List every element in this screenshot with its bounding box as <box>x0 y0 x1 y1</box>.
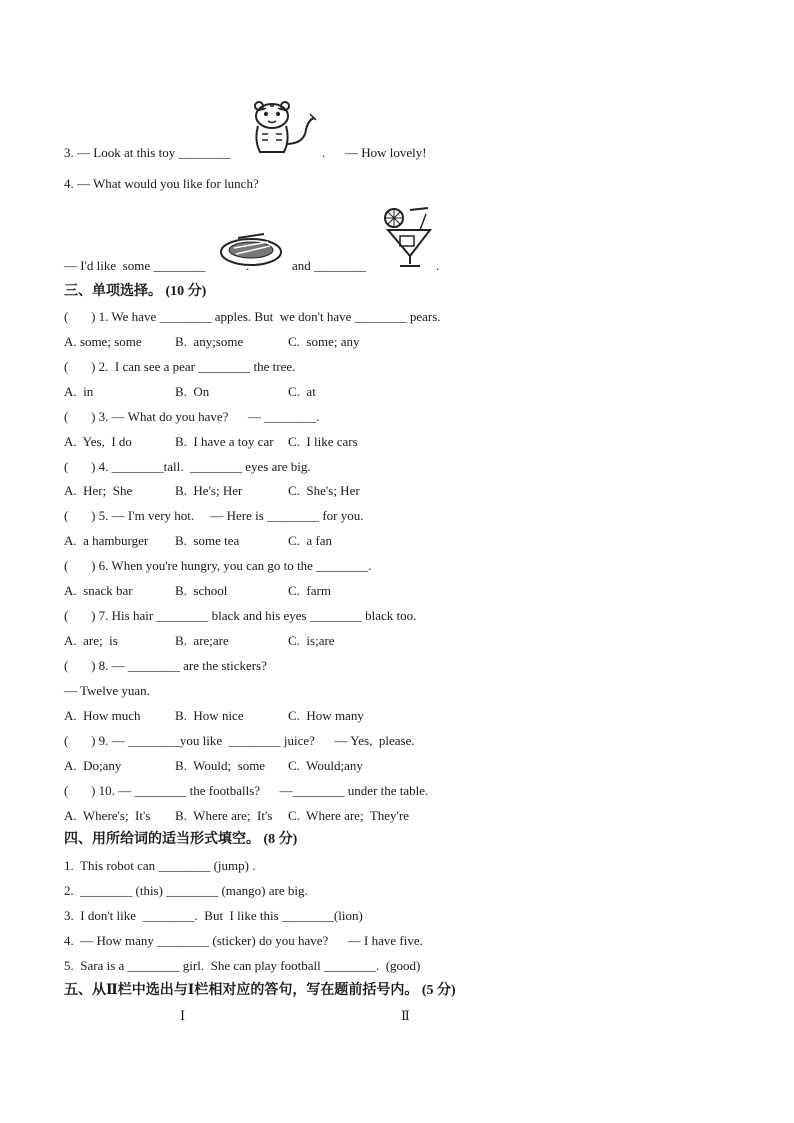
column-2-header: Ⅱ <box>401 1008 410 1023</box>
mc-option-8c: C. How many <box>288 708 364 723</box>
mc-question-6: ( ) 6. When you're hungry, you can go to the ________. <box>64 558 372 573</box>
mc-question-10: ( ) 10. — ________ the footballs? —________ under the table. <box>64 783 429 798</box>
mc-option-7b: B. are;are <box>175 633 229 648</box>
mc-option-2c: C. at <box>288 384 316 399</box>
mc-question-1: ( ) 1. We have ________ apples. But we don't have ________ pears. <box>64 309 441 324</box>
question-4-answer-start: — I'd like some ________ <box>64 258 206 273</box>
mc-option-4c: C. She's; Her <box>288 483 360 498</box>
mc-option-6b: B. school <box>175 583 228 598</box>
mc-question-7: ( ) 7. His hair ________ black and his eyes ________ black too. <box>64 608 417 623</box>
mc-option-8b: B. How nice <box>175 708 244 723</box>
mc-option-7a: A. are; is <box>64 633 118 648</box>
mc-option-1b: B. any;some <box>175 334 244 349</box>
mc-question-8: ( ) 8. — ________ are the stickers? <box>64 658 267 673</box>
mc-option-6c: C. farm <box>288 583 331 598</box>
mc-question-9: ( ) 9. — ________you like ________ juice? — Yes, please. <box>64 733 415 748</box>
section-4-heading: 四、用所给词的适当形式填空。 (8 分) <box>64 832 298 847</box>
mc-option-2b: B. On <box>175 384 210 399</box>
mc-option-5a: A. a hamburger <box>64 533 149 548</box>
mc-question-2: ( ) 2. I can see a pear ________ the tree. <box>64 359 296 374</box>
food-plate-image <box>218 230 284 270</box>
juice-glass-image <box>380 206 440 270</box>
mc-option-9c: C. Would;any <box>288 758 363 773</box>
mc-question-3: ( ) 3. — What do you have? — ________. <box>64 409 320 424</box>
mc-option-5c: C. a fan <box>288 533 333 548</box>
mc-question-8-reply: — Twelve yuan. <box>64 683 150 698</box>
mc-option-9a: A. Do;any <box>64 758 122 773</box>
mc-option-3b: B. I have a toy car <box>175 434 274 449</box>
question-3-dot: . <box>322 145 326 160</box>
question-3: 3. — Look at this toy ________ <box>64 145 231 160</box>
fill-item-3: 3. I don't like ________. But I like this ________(lion) <box>64 908 363 923</box>
fill-item-5: 5. Sara is a ________ girl. She can play football ________. (good) <box>64 958 421 973</box>
question-4-dot-a: . <box>246 258 250 273</box>
mc-option-7c: C. is;are <box>288 633 335 648</box>
section-5-heading: 五、从Ⅱ栏中选出与Ⅰ栏相对应的答句，写在题前括号内。 (5 分) <box>64 983 456 998</box>
mc-option-10b: B. Where are; It's <box>175 808 273 823</box>
question-4-dot-b: . <box>436 258 440 273</box>
mc-option-3a: A. Yes, I do <box>64 434 132 449</box>
mc-option-8a: A. How much <box>64 708 141 723</box>
column-1-header: Ⅰ <box>180 1008 186 1023</box>
question-4-and: and ________ <box>292 258 367 273</box>
fill-item-4: 4. — How many ________ (sticker) do you have? — I have five. <box>64 933 423 948</box>
mc-question-5: ( ) 5. — I'm very hot. — Here is ________ for you. <box>64 508 364 523</box>
mc-option-5b: B. some tea <box>175 533 240 548</box>
mc-option-4a: A. Her; She <box>64 483 133 498</box>
mc-option-1a: A. some; some <box>64 334 142 349</box>
toy-tiger-image <box>244 100 324 160</box>
mc-option-3c: C. I like cars <box>288 434 358 449</box>
mc-option-1c: C. some; any <box>288 334 360 349</box>
mc-option-4b: B. He's; Her <box>175 483 243 498</box>
section-3-heading: 三、单项选择。 (10 分) <box>64 284 207 299</box>
mc-option-6a: A. snack bar <box>64 583 133 598</box>
fill-item-2: 2. ________ (this) ________ (mango) are big. <box>64 883 308 898</box>
mc-option-2a: A. in <box>64 384 94 399</box>
mc-option-10c: C. Where are; They're <box>288 808 409 823</box>
fill-item-1: 1. This robot can ________ (jump) . <box>64 858 256 873</box>
question-3-reply: — How lovely! <box>345 145 427 160</box>
mc-option-10a: A. Where's; It's <box>64 808 151 823</box>
mc-option-9b: B. Would; some <box>175 758 266 773</box>
question-4: 4. — What would you like for lunch? <box>64 176 259 191</box>
mc-question-4: ( ) 4. ________tall. ________ eyes are big. <box>64 459 311 474</box>
